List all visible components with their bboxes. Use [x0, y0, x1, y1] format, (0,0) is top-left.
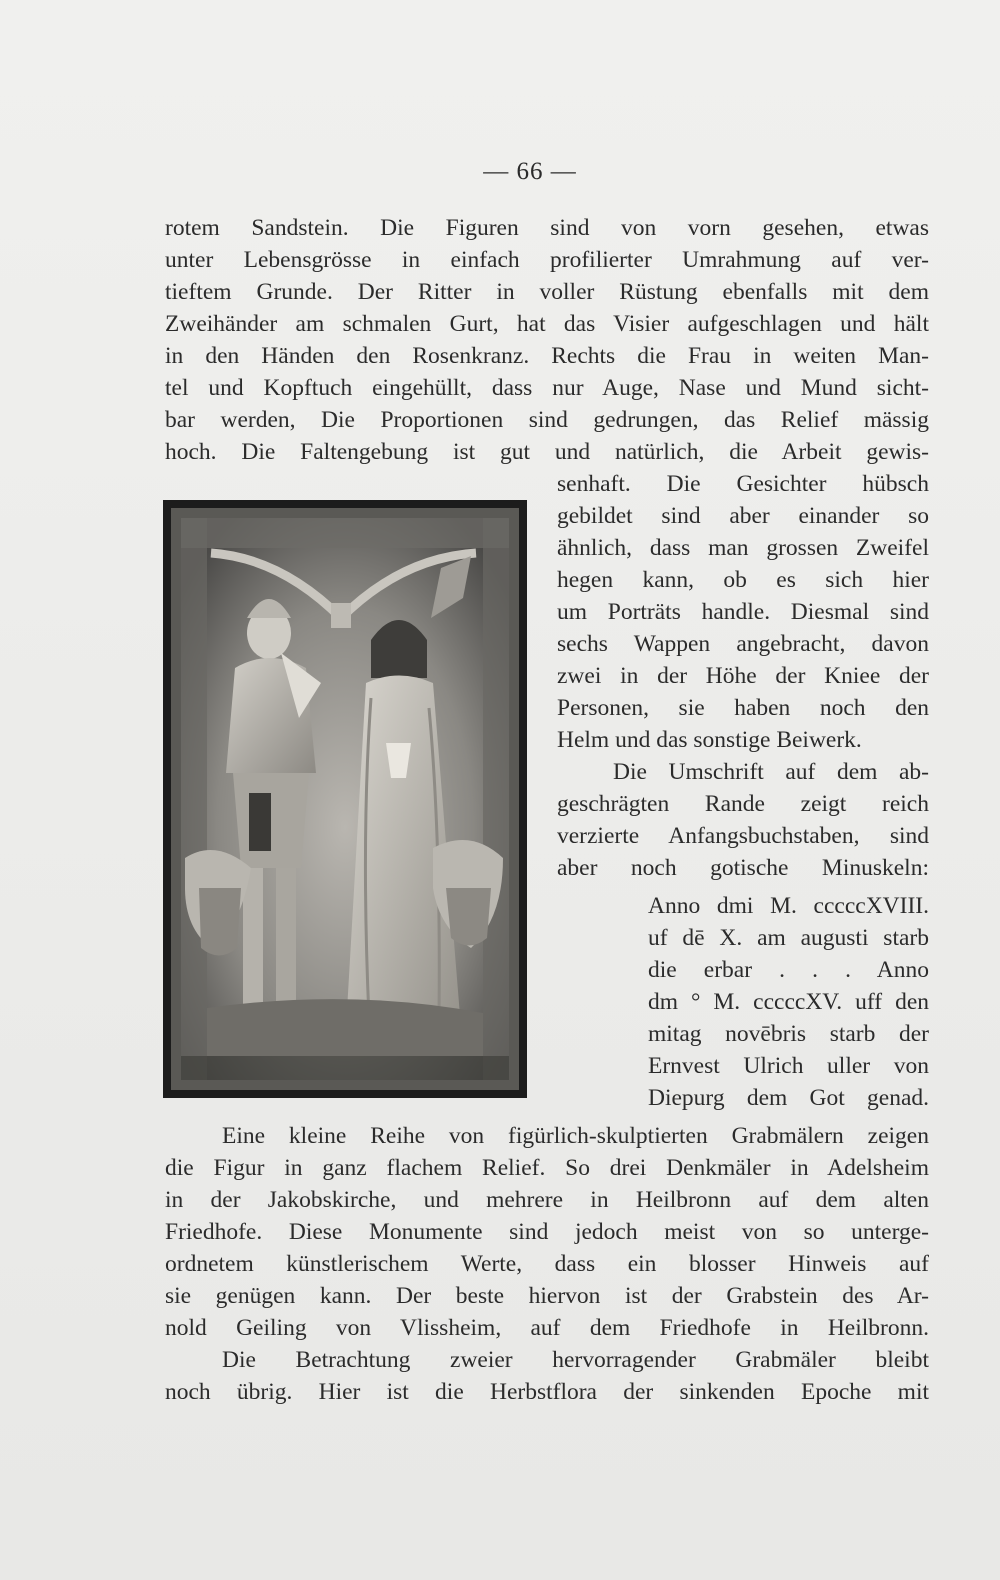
- inscription-line: Anno dmi M. cccccXVIII.: [648, 893, 929, 919]
- text-line: in der Jakobskirche, und mehrere in Heilbronn auf dem alten: [165, 1187, 929, 1213]
- text-line: rotem Sandstein. Die Figuren sind von vorn gesehen, etwas: [165, 215, 929, 241]
- text-line: Die Umschrift auf dem ab-: [613, 759, 929, 785]
- text-line: zwei in der Höhe der Kniee der: [557, 663, 929, 689]
- text-line: unter Lebensgrösse in einfach profilierter Umrahmung auf ver-: [165, 247, 929, 273]
- text-line: senhaft. Die Gesichter hübsch: [557, 471, 929, 497]
- tomb-relief-photo: [163, 500, 527, 1098]
- text-line: Friedhofe. Diese Monumente sind jedoch meist von so unterge-: [165, 1219, 929, 1245]
- text-line: Helm und das sonstige Beiwerk.: [557, 727, 862, 753]
- text-line: Personen, sie haben noch den: [557, 695, 929, 721]
- text-line: gebildet sind aber einander so: [557, 503, 929, 529]
- relief-image: [171, 508, 519, 1090]
- inscription-line: Diepurg dem Got genad.: [648, 1085, 929, 1111]
- inscription-line: mitag novēbris starb der: [648, 1021, 929, 1047]
- text-line: hegen kann, ob es sich hier: [557, 567, 929, 593]
- text-line: Die Betrachtung zweier hervorragender Grabmäler bleibt: [222, 1347, 929, 1373]
- text-line: nold Geiling von Vlissheim, auf dem Friedhofe in Heilbronn.: [165, 1315, 929, 1341]
- inscription-line: die erbar . . . Anno: [648, 957, 929, 983]
- text-line: ähnlich, dass man grossen Zweifel: [557, 535, 929, 561]
- text-line: verzierte Anfangsbuchstaben, sind: [557, 823, 929, 849]
- text-line: Eine kleine Reihe von figürlich-skulptierten Grabmälern zeigen: [222, 1123, 929, 1149]
- inscription-line: dm ° M. cccccXV. uff den: [648, 989, 929, 1015]
- text-line: bar werden, Die Proportionen sind gedrungen, das Relief mässig: [165, 407, 929, 433]
- text-line: ordnetem künstlerischem Werte, dass ein blosser Hinweis auf: [165, 1251, 929, 1277]
- text-line: tieftem Grunde. Der Ritter in voller Rüstung ebenfalls mit dem: [165, 279, 929, 305]
- text-line: aber noch gotische Minuskeln:: [557, 855, 929, 881]
- text-line: die Figur in ganz flachem Relief. So drei Denkmäler in Adelsheim: [165, 1155, 929, 1181]
- inscription-line: uf dē X. am augusti starb: [648, 925, 929, 951]
- text-line: um Porträts handle. Diesmal sind: [557, 599, 929, 625]
- text-line: noch übrig. Hier ist die Herbstflora der sinkenden Epoche mit: [165, 1379, 929, 1405]
- text-line: geschrägten Rande zeigt reich: [557, 791, 929, 817]
- text-line: tel und Kopftuch eingehüllt, dass nur Auge, Nase und Mund sicht-: [165, 375, 929, 401]
- text-line: sie genügen kann. Der beste hiervon ist der Grabstein des Ar-: [165, 1283, 929, 1309]
- text-line: Zweihänder am schmalen Gurt, hat das Visier aufgeschlagen und hält: [165, 311, 929, 337]
- inscription-line: Ernvest Ulrich uller von: [648, 1053, 929, 1079]
- page-number: — 66 —: [483, 158, 577, 185]
- text-line: hoch. Die Faltengebung ist gut und natürlich, die Arbeit gewis-: [165, 439, 929, 465]
- text-line: sechs Wappen angebracht, davon: [557, 631, 929, 657]
- text-line: in den Händen den Rosenkranz. Rechts die Frau in weiten Man-: [165, 343, 929, 369]
